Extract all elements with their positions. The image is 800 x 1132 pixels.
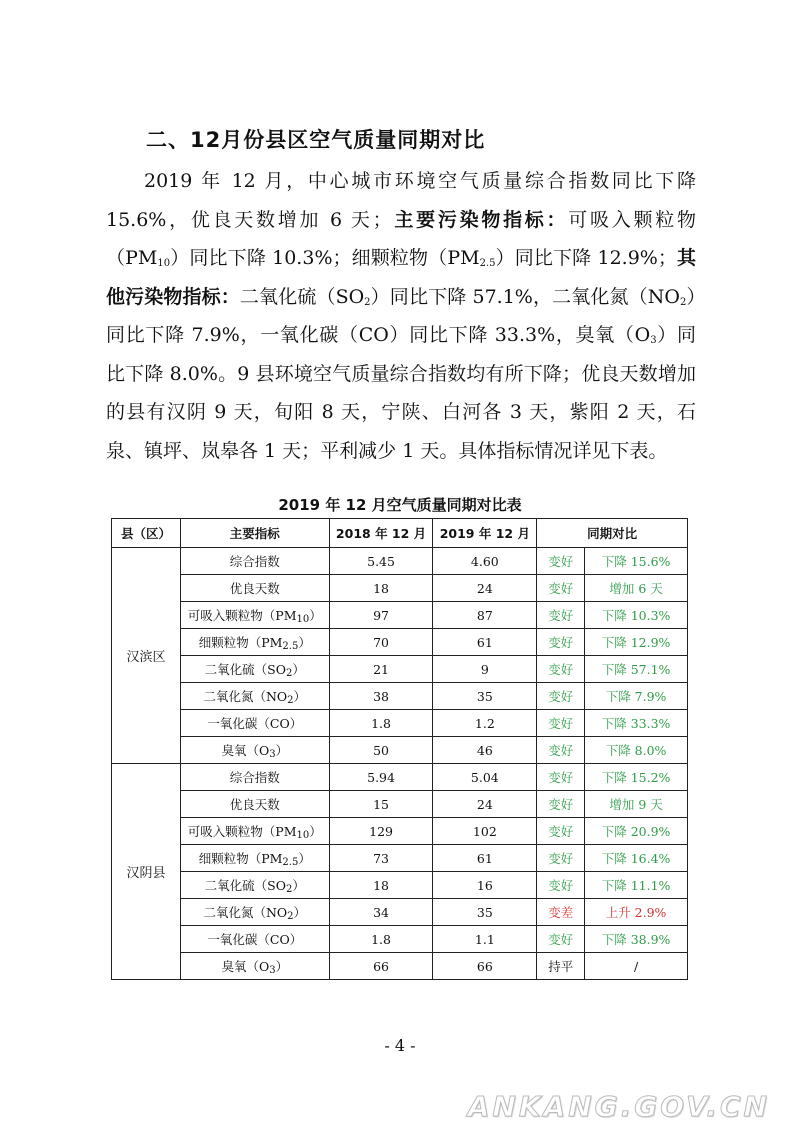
value-2018-cell: 18 <box>329 575 433 602</box>
air-quality-table <box>111 518 688 980</box>
indicator-cell: 臭氧$(O_3)$ <box>180 737 329 764</box>
table-row <box>112 737 688 764</box>
status-cell: 变好 <box>537 710 585 737</box>
value-2018-cell: 5.45 <box>329 548 433 575</box>
table-row <box>112 683 688 710</box>
change-note-cell: 下降 16.4% <box>585 845 688 872</box>
header-2018: 2018 年 12 月 <box>329 519 433 548</box>
value-2018-cell: 1.8 <box>329 710 433 737</box>
header-compare: 同期对比 <box>537 519 688 548</box>
status-cell: 变好 <box>537 683 585 710</box>
status-cell: 变好 <box>537 548 585 575</box>
county-cell: 汉滨区 <box>112 548 181 764</box>
status-cell: 持平 <box>537 953 585 980</box>
county-cell: 汉阴县 <box>112 764 181 980</box>
table-row <box>112 818 688 845</box>
status-cell: 变好 <box>537 791 585 818</box>
value-2019-cell: 35 <box>433 899 537 926</box>
indicator-cell: 二氧化氮$(NO_2)$ <box>180 899 329 926</box>
indicator-cell: 优良天数 <box>180 575 329 602</box>
indicator-cell: 细颗粒物$(PM_{2.5})$ <box>180 845 329 872</box>
table-row <box>112 710 688 737</box>
status-cell: 变好 <box>537 575 585 602</box>
table-body <box>112 548 688 980</box>
value-2019-cell: 24 <box>433 791 537 818</box>
value-2019-cell: 61 <box>433 845 537 872</box>
status-cell: 变好 <box>537 872 585 899</box>
value-2018-cell: 97 <box>329 602 433 629</box>
table-row <box>112 953 688 980</box>
table-row <box>112 764 688 791</box>
indicator-cell: 可吸入颗粒物$(PM_{10})$ <box>180 602 329 629</box>
table-row <box>112 602 688 629</box>
status-cell: 变好 <box>537 764 585 791</box>
change-note-cell: / <box>585 953 688 980</box>
table-row <box>112 899 688 926</box>
indicator-cell: 二氧化氮$(NO_2)$ <box>180 683 329 710</box>
watermark: ANKANG.GOV.CN <box>467 1090 770 1123</box>
change-note-cell: 下降 38.9% <box>585 926 688 953</box>
change-note-cell: 增加 6 天 <box>585 575 688 602</box>
change-note-cell: 下降 10.3% <box>585 602 688 629</box>
change-note-cell: 下降 11.1% <box>585 872 688 899</box>
status-cell: 变好 <box>537 737 585 764</box>
value-2019-cell: 24 <box>433 575 537 602</box>
indicator-cell: 一氧化碳（CO） <box>180 926 329 953</box>
status-cell: 变好 <box>537 818 585 845</box>
status-cell: 变好 <box>537 926 585 953</box>
change-note-cell: 增加 9 天 <box>585 791 688 818</box>
change-note-cell: 下降 12.9% <box>585 629 688 656</box>
value-2019-cell: 9 <box>433 656 537 683</box>
status-cell: 变好 <box>537 629 585 656</box>
section-heading: 二、12月份县区空气质量同期对比 <box>146 128 486 152</box>
value-2019-cell: 66 <box>433 953 537 980</box>
indicator-cell: 一氧化碳（CO） <box>180 710 329 737</box>
value-2018-cell: 34 <box>329 899 433 926</box>
change-note-cell: 下降 15.2% <box>585 764 688 791</box>
page-number: - 4 - <box>384 1036 416 1055</box>
value-2018-cell: 1.8 <box>329 926 433 953</box>
value-2019-cell: 4.60 <box>433 548 537 575</box>
indicator-cell: 优良天数 <box>180 791 329 818</box>
table-row <box>112 575 688 602</box>
status-cell: 变好 <box>537 845 585 872</box>
value-2018-cell: 73 <box>329 845 433 872</box>
value-2019-cell: 46 <box>433 737 537 764</box>
indicator-cell: 可吸入颗粒物$(PM_{10})$ <box>180 818 329 845</box>
value-2019-cell: 35 <box>433 683 537 710</box>
value-2018-cell: 66 <box>329 953 433 980</box>
value-2018-cell: 18 <box>329 872 433 899</box>
change-note-cell: 下降 20.9% <box>585 818 688 845</box>
label-other-pollutants: 其他污染物指标： <box>106 247 696 308</box>
table-title: 2019 年 12 月空气质量同期对比表 <box>278 496 522 514</box>
header-2019: 2019 年 12 月 <box>433 519 537 548</box>
change-note-cell: 下降 57.1% <box>585 656 688 683</box>
value-2018-cell: 129 <box>329 818 433 845</box>
change-note-cell: 下降 8.0% <box>585 737 688 764</box>
table-header-row <box>112 519 688 548</box>
indicator-cell: 二氧化硫$(SO_2)$ <box>180 872 329 899</box>
status-cell: 变好 <box>537 602 585 629</box>
table-row <box>112 926 688 953</box>
change-note-cell: 上升 2.9% <box>585 899 688 926</box>
change-note-cell: 下降 7.9% <box>585 683 688 710</box>
change-note-cell: 下降 33.3% <box>585 710 688 737</box>
table-row <box>112 845 688 872</box>
value-2019-cell: 1.2 <box>433 710 537 737</box>
status-cell: 变好 <box>537 656 585 683</box>
table-row <box>112 548 688 575</box>
value-2019-cell: 87 <box>433 602 537 629</box>
table-row <box>112 872 688 899</box>
value-2019-cell: 5.04 <box>433 764 537 791</box>
value-2018-cell: 21 <box>329 656 433 683</box>
indicator-cell: 综合指数 <box>180 764 329 791</box>
change-note-cell: 下降 15.6% <box>585 548 688 575</box>
value-2018-cell: 38 <box>329 683 433 710</box>
value-2019-cell: 1.1 <box>433 926 537 953</box>
value-2018-cell: 15 <box>329 791 433 818</box>
value-2019-cell: 16 <box>433 872 537 899</box>
label-main-pollutants: 主要污染物指标： <box>391 208 569 231</box>
summary-paragraph: 2019 年 12 月，中心城市环境空气质量综合指数同比下降 15.6%，优良天数增加 6 天；主要污染物指标：可吸入颗粒物$(PM_{10})$同比下降 10.3%；细颗粒物$(PM_{2.5})$同比下降 12.9%；其他污染物指标：二氧化硫$(SO_2)$同比下降 57.1%，二氧化氮$(NO_2)$同比下降 7.9%，一氧化碳（CO）同比下降 33.3%，臭氧$(O_3)$同比下降 8.0%。9 县环境空气质量综合指数均有所下降；优良天数增加的县有汉阴 9 天，旬阳 8 天，宁陕、白河各 3 天，紫阳 2 天，石泉、镇坪、岚皋各 1 天；平利减少 1 天。具体指标情况详见下表。 <box>106 170 696 462</box>
header-county: 县（区） <box>112 519 181 548</box>
indicator-cell: 综合指数 <box>180 548 329 575</box>
value-2018-cell: 70 <box>329 629 433 656</box>
indicator-cell: 细颗粒物$(PM_{2.5})$ <box>180 629 329 656</box>
value-2018-cell: 50 <box>329 737 433 764</box>
table-row <box>112 791 688 818</box>
header-indicator: 主要指标 <box>180 519 329 548</box>
table-row <box>112 656 688 683</box>
indicator-cell: 二氧化硫$(SO_2)$ <box>180 656 329 683</box>
value-2019-cell: 102 <box>433 818 537 845</box>
value-2019-cell: 61 <box>433 629 537 656</box>
value-2018-cell: 5.94 <box>329 764 433 791</box>
indicator-cell: 臭氧$(O_3)$ <box>180 953 329 980</box>
table-row <box>112 629 688 656</box>
status-cell: 变差 <box>537 899 585 926</box>
